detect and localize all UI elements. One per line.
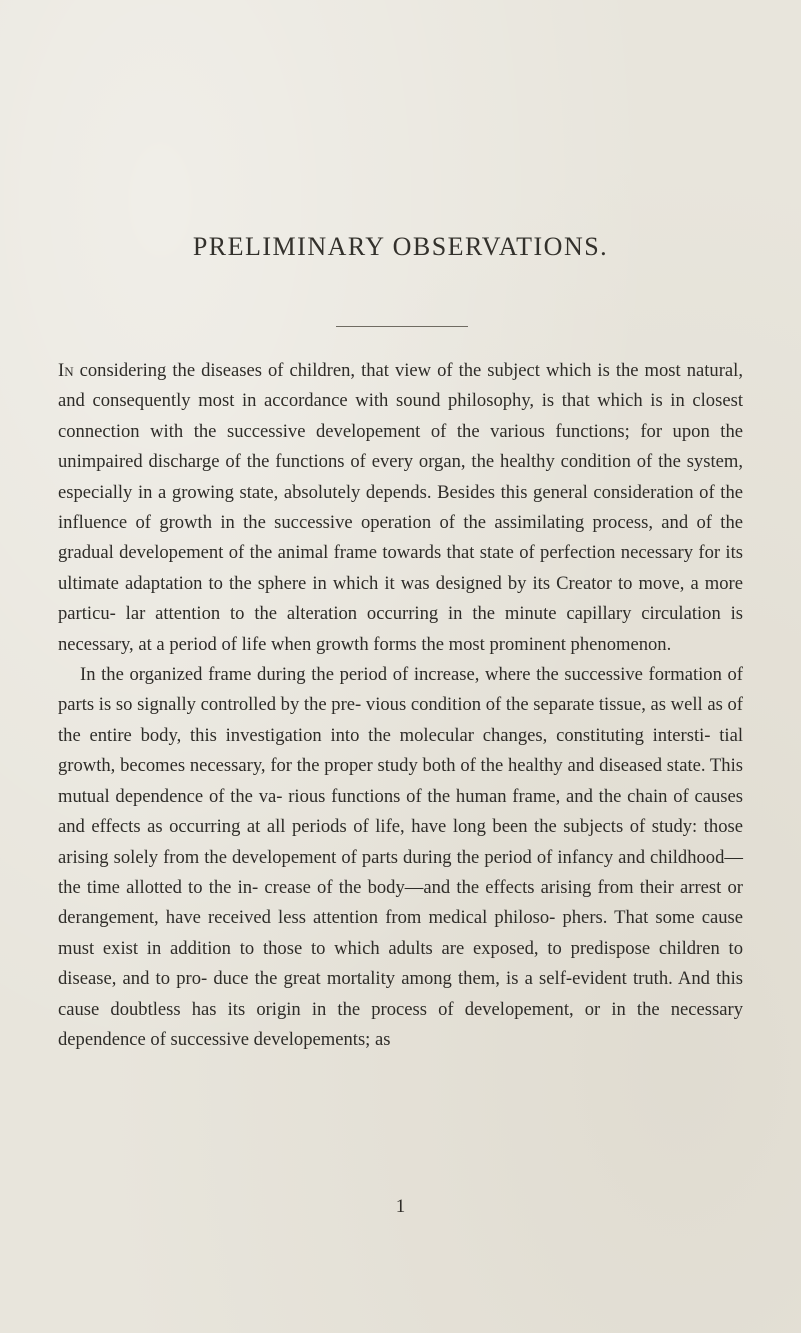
paragraph-1	[58, 356, 743, 660]
header-rule	[336, 326, 468, 327]
paragraph-2-text: In the organized frame during the period of increase, where the successive formation of parts is so signally controlled by the pre- vious condition of the separate tissue, as well as of the entire body, this investigation into the molecular changes, constituting intersti- tial growth, becomes necessary, for the proper study both of the healthy and diseased state. This mutual dependence of the va- rious functions of the human frame, and the chain of causes and effects as occurring at all periods of life, have long been the subjects of study: those arising solely from the developement of parts during the period of infancy and childhood—the time allotted to the in- crease of the body—and the effects arising from their arrest or derangement, have received less attention from medical philoso- phers. That some cause must exist in addition to those to which adults are exposed, to predispose children to disease, and to pro- duce the great mortality among them, is a self-evident truth. And this cause doubtless has its origin in the process of developement, or in the necessary dependence of successive developements; as	[58, 664, 743, 1050]
paragraph-1-text: considering the diseases of children, that view of the subject which is the most natural, and consequently most in accordance with sound philosophy, is that which is in closest connection with the successive developement of the various functions; for upon the unimpaired discharge of the functions of every organ, the healthy condition of the system, especially in a growing state, absolutely depends. Besides this general consideration of the influence of growth in the successive operation of the assimilating process, and of the gradual developement of the animal frame towards that state of perfection necessary for its ultimate adaptation to the sphere in which it was designed by its Creator to move, a more particu- lar attention to the alteration occurring in the minute capillary circulation is necessary, at a period of life when growth forms the most prominent phenomenon.	[58, 360, 743, 655]
page-number: 1	[395, 1196, 406, 1217]
paragraph-2	[58, 660, 743, 1055]
page-header: PRELIMINARY OBSERVATIONS.	[192, 232, 609, 261]
body-text	[58, 356, 743, 1055]
paragraph-1-lead: In	[58, 360, 74, 381]
